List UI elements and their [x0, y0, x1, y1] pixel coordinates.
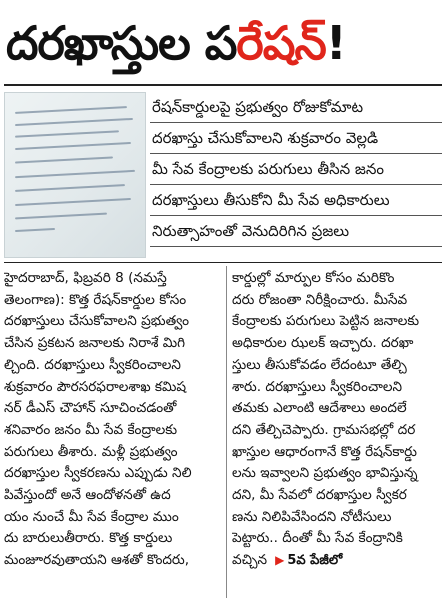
- subheading: దరఖాస్తులు తీసుకోని మీ సేవ అధికారులు: [150, 185, 442, 216]
- article-line: దరు రోజంతా నిరీక్షించారు. మీసేవ: [232, 291, 408, 308]
- article-column-2: [232, 268, 440, 572]
- article-line: స్తులు తీసుకోవడం లేదంటూ తేల్చి: [232, 356, 407, 373]
- article-line: కేంద్రాలకు పరుగులు పెట్టిన జనాలకు: [232, 313, 420, 330]
- section-divider: [4, 262, 442, 263]
- subheadings: [150, 92, 442, 247]
- headline: [6, 8, 438, 78]
- article-line: శారు. దరఖాస్తులు స్వీకరించాలని: [232, 378, 403, 395]
- continued-on-page-link[interactable]: [275, 550, 342, 572]
- article-last-line: [232, 550, 440, 572]
- article-line: పరుగులు తీశారు. మళ్లీ ప్రభుత్వం: [4, 443, 178, 460]
- continued-on-page-label: 5వ పేజీలో: [287, 553, 343, 569]
- triangle-arrow-icon: ▶: [275, 553, 285, 568]
- article-line: దని తేల్చిచెప్పారు. గ్రామసభల్లో దర: [232, 421, 416, 438]
- article-line-end: వచ్చిన: [232, 552, 268, 569]
- subheading: దరఖాస్తు చేసుకోవాలని శుక్రవారం వెల్లడి: [150, 123, 442, 154]
- subheading: నిరుత్సాహంతో వెనుదిరిగిన ప్రజలు: [150, 216, 442, 247]
- article-line: దని, మీ సేవలో దరఖాస్తుల స్వీకర: [232, 487, 407, 504]
- article-column-1: [4, 268, 222, 572]
- headline-underline: [4, 84, 442, 86]
- article-line: నర్ డీఎస్ చౌహాన్ సూచించడంతో: [4, 400, 177, 417]
- subheading: రేషన్‌కార్డులపై ప్రభుత్వం రోజుకోమాట: [150, 92, 442, 123]
- article-line: పివేస్తుందో అనే ఆందోళనతో ఉద: [4, 487, 171, 504]
- article-line: తెలంగాణ): కొత్త రేషన్‌కార్డుల కోసం: [4, 291, 187, 308]
- article-line: ణను నిలిపివేసిందని నోటీసులు: [232, 508, 392, 525]
- article-line: లను ఇవ్వాలని ప్రభుత్వం భావిస్తున్న: [232, 465, 418, 482]
- column-divider: [226, 266, 227, 598]
- article-line: అధికారుల ఝలక్ ఇచ్చారు. దరఖా: [232, 335, 414, 352]
- headline-part3: !: [325, 16, 346, 70]
- article-line: తమకు ఎలాంటి ఆదేశాలు అందలే: [232, 400, 407, 417]
- article-line: యం నుంచే మీ సేవ కేంద్రాల ముం: [4, 508, 179, 525]
- article-line: దరఖాస్తుల స్వీకరణను ఎప్పుడు నిలి: [4, 465, 192, 482]
- article-line: దరఖాస్తులు చేసుకోవాలని ప్రభుత్వం: [4, 313, 189, 330]
- article-line: చేసిన ప్రకటన జనాలకు నిరాశే మిగి: [4, 335, 186, 352]
- article-line: మంజూరవుతాయని ఆశతో కొందరు,: [4, 552, 190, 569]
- article-line: కార్డుల్లో మార్పుల కోసం మరికొం: [232, 270, 395, 286]
- application-form-photo: [4, 92, 146, 258]
- article-line: ఖాస్తుల ఆధారంగానే కొత్త రేషన్‌కార్డు: [232, 443, 417, 460]
- article-line: శుక్రవారం పౌరసరఫరాలశాఖ కమిష: [4, 378, 187, 395]
- article-line: శనివారం జనం మీ సేవ కేంద్రాలకు: [4, 421, 178, 438]
- article-line: పెట్టారు.. దీంతో మీ సేవ కేంద్రానికి: [232, 530, 403, 547]
- article-line: దు బారులుతీరారు. కొత్త కార్డులు: [4, 530, 173, 547]
- headline-part1: దరఖాస్తుల ప: [6, 16, 237, 70]
- article-line: ల్చింది. దరఖాస్తులు స్వీకరించాలని: [4, 356, 181, 373]
- article-line: హైదరాబాద్, ఫిబ్రవరి 8 (నమస్తే: [4, 270, 167, 286]
- subheading: మీ సేవ కేంద్రాలకు పరుగులు తీసిన జనం: [150, 154, 442, 185]
- headline-part2: రేషన్: [236, 16, 326, 70]
